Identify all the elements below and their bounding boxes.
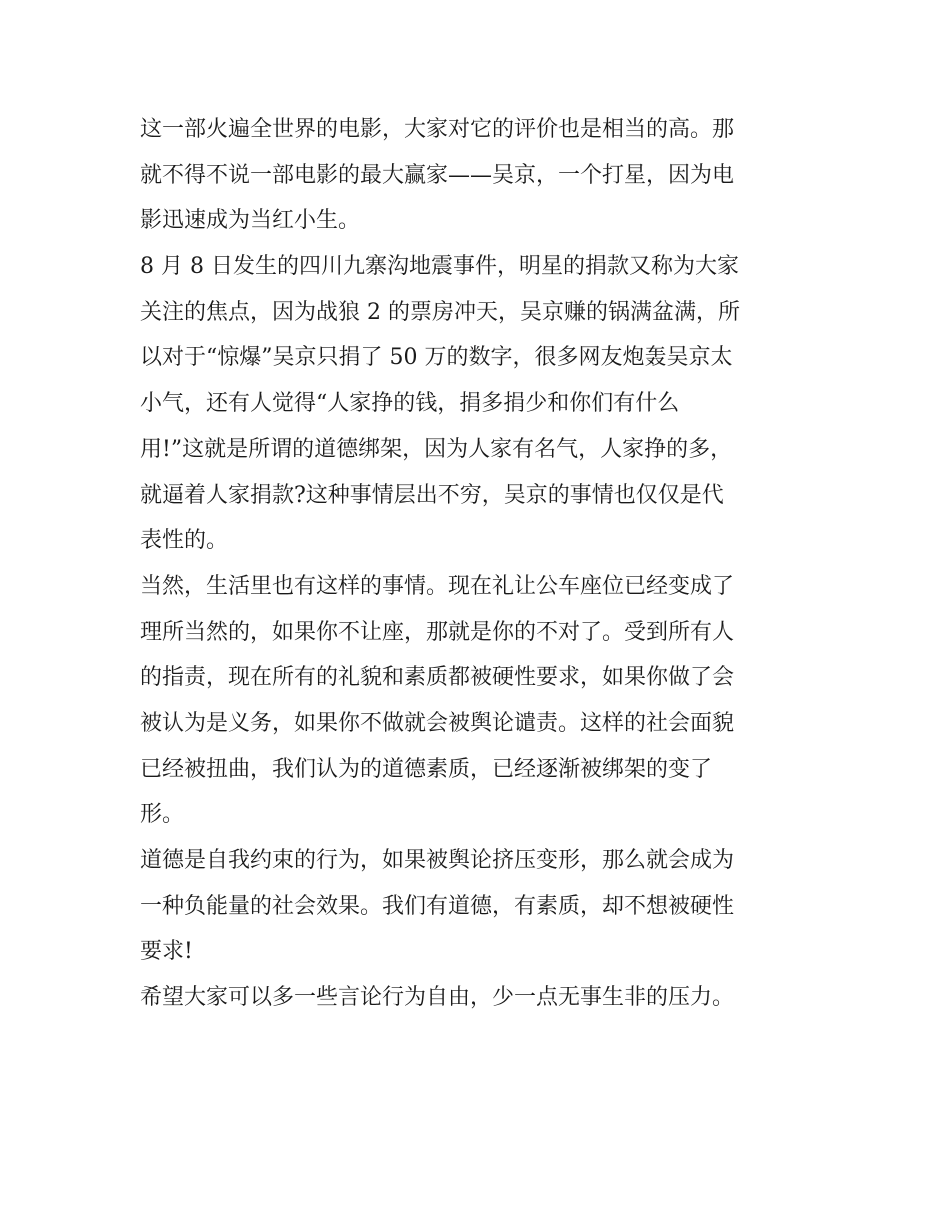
document-body: [140, 107, 820, 1021]
paragraph-intro: [140, 107, 820, 244]
text-line: 小气，还有人觉得“人家挣的钱，捐多捐少和你们有什么: [140, 391, 680, 417]
paragraph-daily-life: [140, 564, 820, 838]
text-line: 8 月 8 日发生的四川九寨沟地震事件，明星的捐款又称为大家: [140, 254, 739, 280]
text-line: 希望大家可以多一些言论行为自由，少一点无事生非的压力。: [140, 985, 735, 1011]
text-line: 被认为是义务，如果你不做就会被舆论谴责。这样的社会面貌: [140, 710, 735, 736]
text-line: 的指责，现在所有的礼貌和素质都被硬性要求，如果你做了会: [140, 665, 735, 691]
text-line: 用!”这就是所谓的道德绑架，因为人家有名气，人家挣的多，: [140, 436, 733, 462]
text-line: 这一部火遍全世界的电影，大家对它的评价也是相当的高。那: [140, 117, 735, 142]
paragraph-earthquake: [140, 244, 820, 564]
text-line: 形。: [140, 802, 185, 828]
text-line: 就逼着人家捐款?这种事情层出不穷，吴京的事情也仅仅是代: [140, 482, 724, 508]
text-line: 一种负能量的社会效果。我们有道德，有素质，却不想被硬性: [140, 893, 735, 919]
text-line: 表性的。: [140, 528, 229, 554]
text-line: 当然，生活里也有这样的事情。现在礼让公车座位已经变成了: [140, 573, 735, 599]
paragraph-conclusion: [140, 975, 820, 1021]
text-line: 就不得不说一部电影的最大赢家——吴京，一个打星，因为电: [140, 162, 735, 188]
text-line: 要求!: [140, 939, 193, 965]
text-line: 以对于“惊爆”吴京只捐了 50 万的数字，很多网友炮轰吴京太: [140, 345, 733, 371]
paragraph-morality: [140, 838, 820, 975]
text-line: 已经被扭曲，我们认为的道德素质，已经逐渐被绑架的变了: [140, 756, 713, 782]
text-line: 影迅速成为当红小生。: [140, 208, 361, 234]
text-line: 道德是自我约束的行为，如果被舆论挤压变形，那么就会成为: [140, 848, 735, 873]
text-line: 理所当然的，如果你不让座，那就是你的不对了。受到所有人: [140, 619, 735, 645]
text-line: 关注的焦点，因为战狼 2 的票房冲天，吴京赚的锅满盆满，所: [140, 299, 740, 325]
